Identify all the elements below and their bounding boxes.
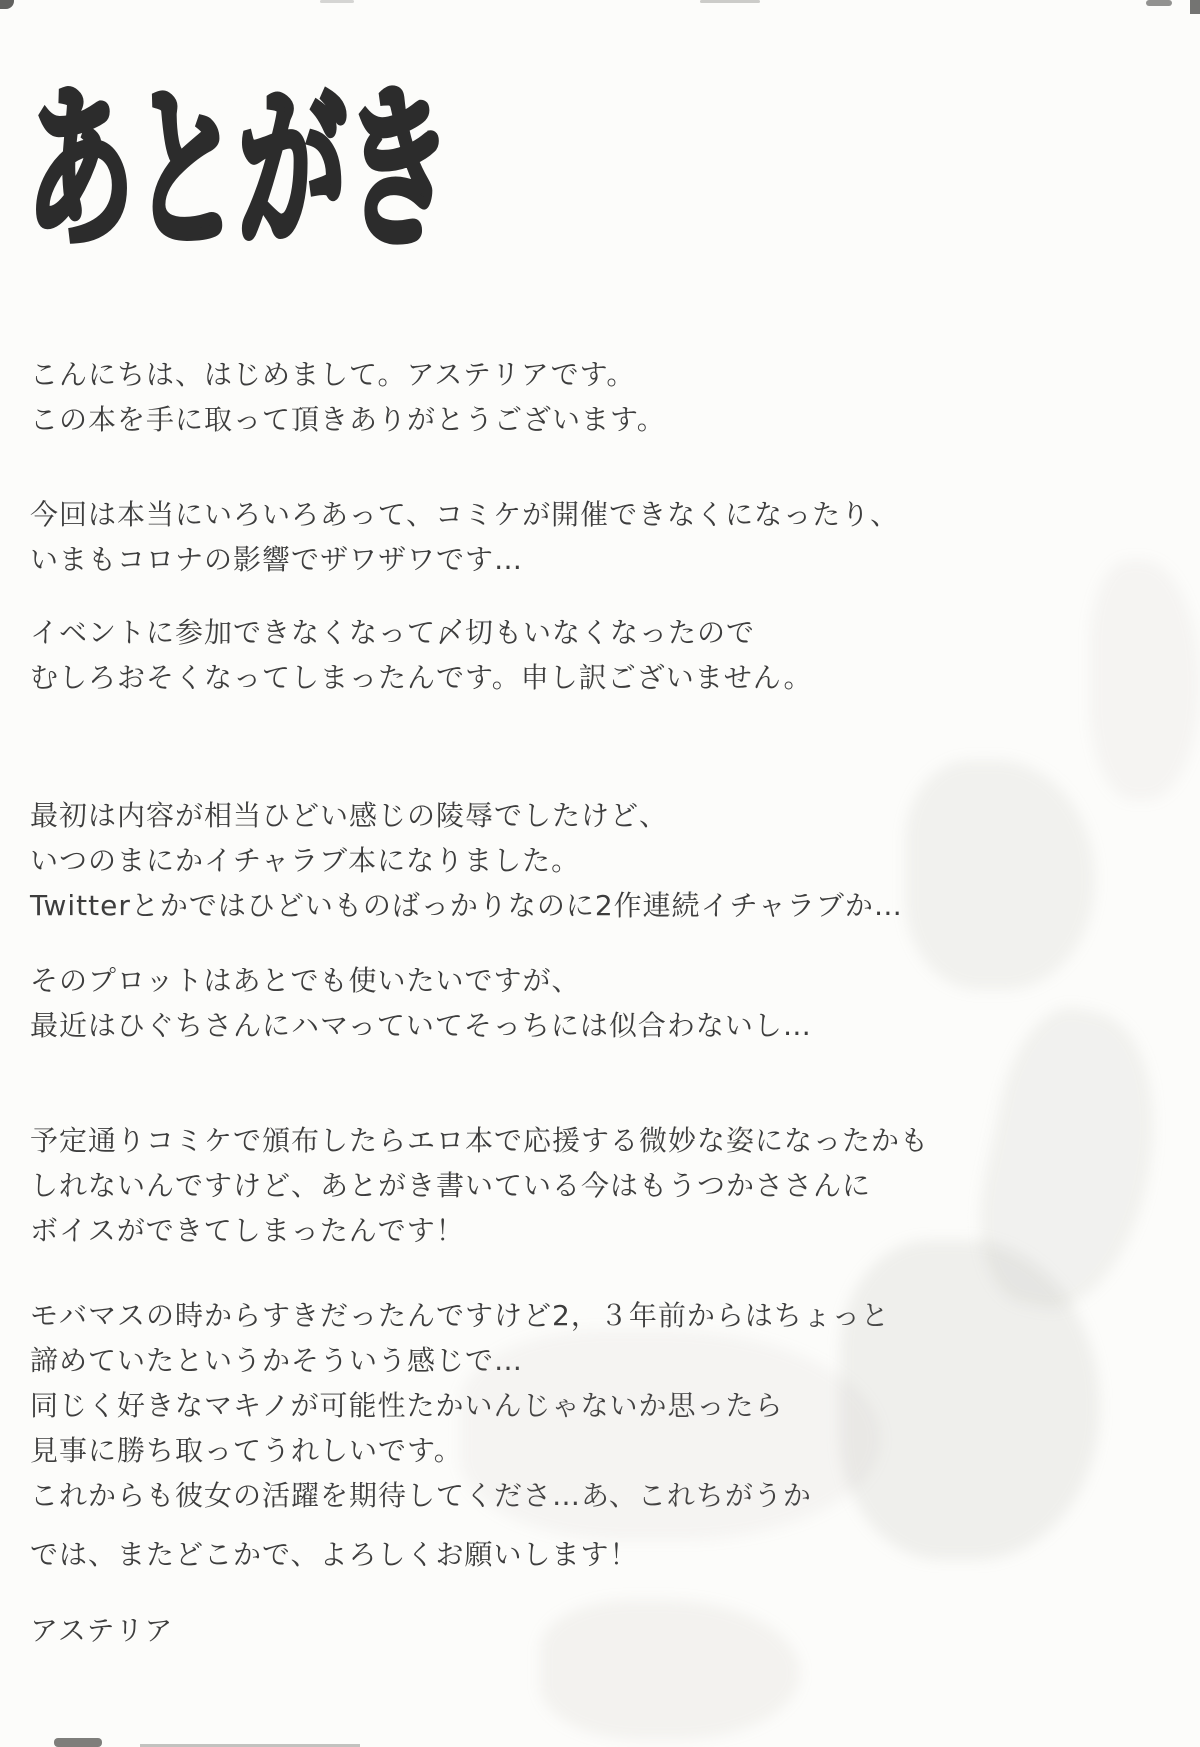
bleed-through-spot — [905, 760, 1095, 990]
paragraph-mobamas — [30, 1293, 890, 1518]
text-line: しれないんですけど、あとがき書いている今はもうつかささんに — [30, 1169, 872, 1202]
paragraph-greeting — [30, 352, 666, 442]
paragraph-closing — [30, 1532, 638, 1577]
scan-smudge — [0, 0, 14, 9]
text-line: 最近はひぐちさんにハマっていてそっちには似合わないし… — [30, 1009, 812, 1042]
scan-smudge — [320, 0, 354, 3]
paragraph-apology — [30, 610, 812, 700]
scan-smudge — [1190, 0, 1200, 14]
text-line: 同じく好きなマキノが可能性たかいんじゃないか思ったら — [30, 1389, 784, 1422]
text-line: 予定通りコミケで頒布したらエロ本で応援する微妙な姿になったかも — [30, 1124, 930, 1157]
signature: アステリア — [30, 1614, 174, 1647]
scan-smudge — [54, 1738, 102, 1747]
text-line: いつのまにかイチャラブ本になりました。 — [30, 844, 581, 877]
paragraph-plot — [30, 958, 812, 1048]
text-line: こんにちは、はじめまして。アステリアです。 — [30, 358, 636, 391]
paragraph-content — [30, 793, 903, 928]
text-line: この本を手に取って頂きありがとうございます。 — [30, 403, 666, 436]
text-line: では、またどこかで、よろしくお願いします！ — [30, 1538, 639, 1571]
text-line: 最初は内容が相当ひどい感じの陵辱でしたけど、 — [30, 799, 669, 832]
paragraph-voice — [30, 1118, 929, 1253]
bleed-through-spot — [540, 1600, 800, 1740]
page-title: あとがき — [26, 69, 451, 272]
text-line: 今回は本当にいろいろあって、コミケが開催できなくになったり、 — [30, 498, 900, 531]
bleed-through-spot — [1090, 560, 1200, 800]
text-line: 諦めていたというかそういう感じで… — [30, 1344, 524, 1377]
paragraph-comiket — [30, 492, 899, 582]
text-line: むしろおそくなってしまったんです。申し訳ございません。 — [30, 661, 813, 694]
text-line: 見事に勝ち取ってうれしいです。 — [30, 1434, 463, 1467]
text-line: イベントに参加できなくなって〆切もいなくなったので — [30, 616, 756, 649]
text-line: いまもコロナの影響でザワザワです… — [30, 543, 524, 576]
bleed-through-spot — [961, 997, 1180, 1324]
text-line: モバマスの時からすきだったんですけど2，３年前からはちょっと — [30, 1299, 890, 1332]
scan-smudge — [1146, 0, 1172, 6]
text-line: そのプロットはあとでも使いたいですが、 — [30, 964, 581, 997]
text-line: Twitterとかではひどいものばっかりなのに2作連続イチャラブか… — [30, 889, 903, 922]
scan-smudge — [700, 0, 760, 3]
text-line: これからも彼女の活躍を期待してくださ…あ、これちがうか — [30, 1479, 812, 1512]
text-line: ボイスができてしまったんです！ — [30, 1214, 465, 1247]
